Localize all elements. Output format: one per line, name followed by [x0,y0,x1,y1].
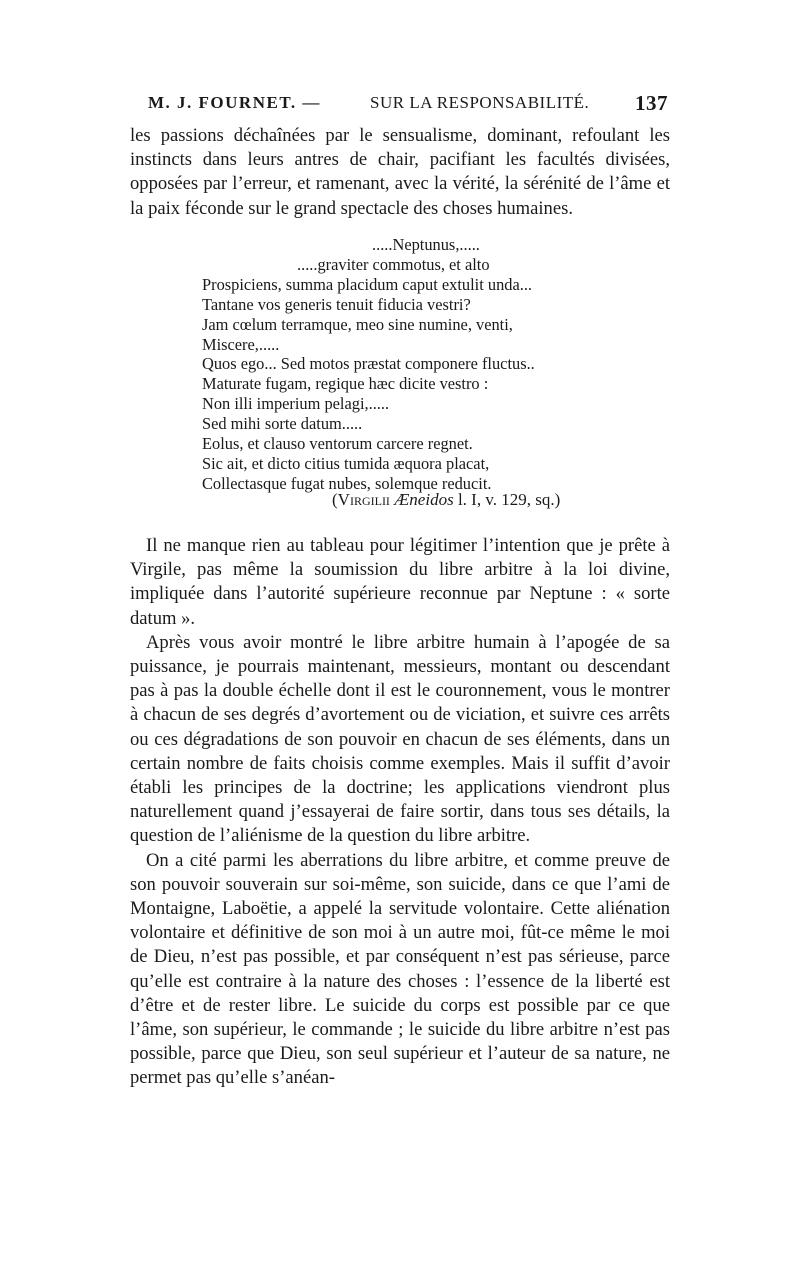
quote-line: Quos ego... Sed motos præstat componere fluctus.. [202,354,535,374]
paragraph: Après vous avoir montré le libre arbitre humain à l’apogée de sa puissance, je pourrais maintenant, messieurs, montant ou descendant pas à pas la double échelle dont il est le couronnement, vous le montrer à chacun de ses degrés d’avortement ou de viciation, et suivre ces arrêts ou ces dégradations de son pouvoir en chacun de ses éléments, dans un certain nombre de faits choisis comme exemples. Mais il suffit d’avoir établi les principes de la doctrine; les applications viendront plus naturellement quand j’essayerai de faire sortir, dans tous ses détails, la question de l’aliénisme de la question du libre arbitre. [130,631,670,847]
citation-work: Æneidos [394,490,454,509]
quote-citation [332,490,560,510]
citation-author: Virgilii [337,490,390,509]
quote-line: Jam cœlum terramque, meo sine numine, venti, [202,314,513,334]
quote-line: Sed mihi sorte datum..... [202,414,363,434]
quote-line: Collectasque fugat nubes, solemque reducit. [202,473,492,493]
page-number: 137 [635,91,668,115]
citation-open: ( [332,490,338,509]
paragraph: Il ne manque rien au tableau pour légitimer l’intention que je prête à Virgile, pas même la soumission du libre arbitre à la loi divine, impliquée dans l’autorité supérieure reconnue par Neptune : « sorte datum ». [130,535,670,629]
quote-line: Miscere,..... [202,334,280,354]
quote-line: Prospiciens, summa placidum caput extulit unda... [202,274,533,294]
text-block-top [130,124,670,221]
latin-quotation [202,235,622,494]
quote-line: .....Neptunus,..... [372,235,480,254]
paragraph-continuation: les passions déchaînées par le sensualisme, dominant, refoulant les instincts dans leurs antres de chair, pacifiant les facultés divisées, opposées par l’erreur, et ramenant, avec la vérité, la sérénité de l’âme et la paix féconde sur le grand spectacle des choses humaines. [130,125,670,219]
citation-ref: l. I, v. 129, sq.) [453,490,561,509]
paragraph: On a cité parmi les aberrations du libre arbitre, et comme preuve de son pouvoir souverain sur soi-même, son suicide, dans ce que l’ami de Montaigne, Laboëtie, a appelé la servitude volontaire. Cette aliénation volontaire et définitive de son moi à un autre moi, fût-ce même le moi de Dieu, n’est pas possible, et par conséquent n’est pas sérieuse, parce qu’elle est contraire à la nature des choses : l’essence de la liberté est d’être et de rester libre. Le suicide du corps est possible par ce que l’âme, son supérieur, le commande ; le suicide du libre arbitre n’est pas possible, parce que Dieu, son seul supérieur et l’auteur de sa nature, ne permet pas qu’elle s’anéan- [130,849,670,1089]
quote-line: Sic ait, et dicto citius tumida æquora placat, [202,453,490,473]
header-title: SUR LA RESPONSABILITÉ. [370,93,590,112]
quote-line: Non illi imperium pelagi,..... [202,394,390,414]
quote-line: Tantane vos generis tenuit fiducia vestri? [202,294,471,314]
header-author: M. J. FOURNET. — [148,93,321,112]
quote-line: Eolus, et clauso ventorum carcere regnet. [202,434,473,454]
running-header [148,93,668,117]
text-block-bottom [130,534,670,1091]
quote-line: Maturate fugam, regique hæc dicite vestro : [202,374,489,394]
quote-line: .....graviter commotus, et alto [297,254,490,274]
